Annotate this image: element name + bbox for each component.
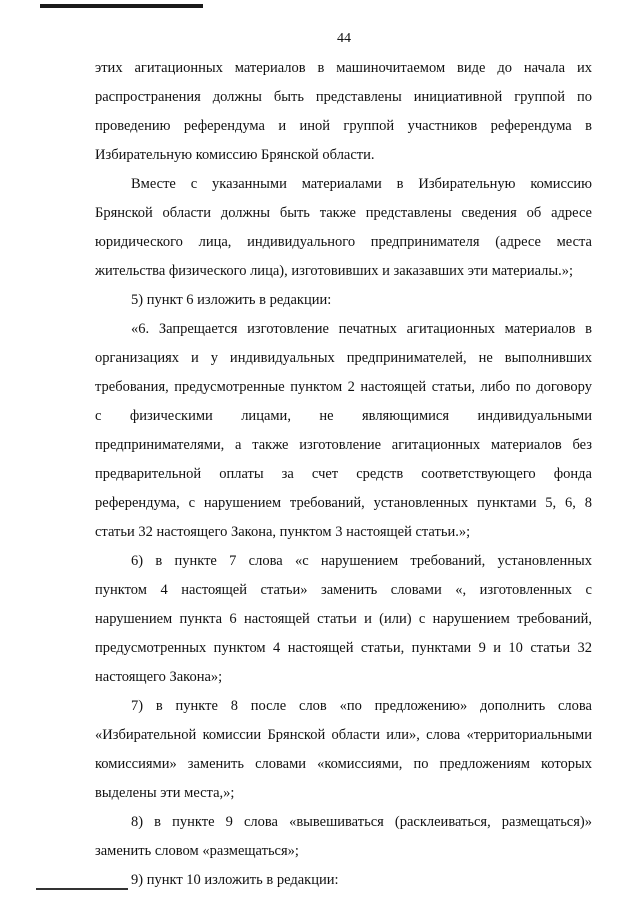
- paragraph-2: [95, 170, 592, 286]
- text-line: референдума, с нарушением требований, установленных пунктами 5, 6, 8: [95, 495, 592, 511]
- text-line: требования, предусмотренные пунктом 2 настоящей статьи, либо по договору: [95, 379, 592, 395]
- text-line: 5) пункт 6 изложить в редакции:: [131, 292, 332, 308]
- text-line: предпринимателями, а также изготовление агитационных материалов без: [95, 437, 592, 453]
- text-line: статьи 32 настоящего Закона, пунктом 3 настоящей статьи.»;: [95, 524, 471, 540]
- text-line: предусмотренных пунктом 4 настоящей статьи, пунктами 9 и 10 статьи 32: [95, 640, 592, 656]
- text-line: проведению референдума и иной группой участников референдума в: [95, 118, 592, 134]
- paragraph-3: [95, 286, 592, 315]
- page-number: 44: [337, 31, 351, 46]
- text-line: Избирательную комиссию Брянской области.: [95, 147, 375, 163]
- text-line: нарушением пункта 6 настоящей статьи и (или) с нарушением требований,: [95, 611, 592, 627]
- paragraph-7: [95, 808, 592, 866]
- paragraph-4: [95, 315, 592, 547]
- text-line: юридического лица, индивидуального предпринимателя (адресе места: [95, 234, 592, 250]
- document-body: [95, 54, 592, 895]
- footnote-separator-line: [36, 888, 128, 890]
- text-line: «Избирательной комиссии Брянской области или», слова «территориальными: [95, 727, 592, 743]
- paragraph-8: [95, 866, 592, 895]
- text-line: комиссиями» заменить словами «комиссиями, по предложениям которых: [95, 756, 592, 772]
- text-line: организациях и у индивидуальных предпринимателей, не выполнивших: [95, 350, 592, 366]
- text-line: «6. Запрещается изготовление печатных агитационных материалов в: [131, 321, 592, 337]
- text-line: Вместе с указанными материалами в Избирательную комиссию: [131, 176, 592, 192]
- text-line: выделены эти места,»;: [95, 785, 235, 801]
- paragraph-6: [95, 692, 592, 808]
- scan-edge-mark-top: [40, 4, 203, 8]
- text-line: Брянской области должны быть также представлены сведения об адресе: [95, 205, 592, 221]
- text-line: пунктом 4 настоящей статьи» заменить словами «, изготовленных с: [95, 582, 592, 598]
- text-line: с физическими лицами, не являющимися индивидуальными: [95, 408, 592, 424]
- text-line: настоящего Закона»;: [95, 669, 223, 685]
- text-line: 9) пункт 10 изложить в редакции:: [131, 872, 339, 888]
- paragraph-1: [95, 54, 592, 170]
- text-line: жительства физического лица), изготовивших и заказавших эти материалы.»;: [95, 263, 574, 279]
- text-line: заменить словом «размещаться»;: [95, 843, 299, 859]
- text-line: этих агитационных материалов в машиночитаемом виде до начала их: [95, 60, 592, 76]
- text-line: распространения должны быть представлены инициативной группой по: [95, 89, 592, 105]
- text-line: предварительной оплаты за счет средств соответствующего фонда: [95, 466, 592, 482]
- text-line: 8) в пункте 9 слова «вывешиваться (расклеиваться, размещаться)»: [131, 814, 592, 830]
- paragraph-5: [95, 547, 592, 692]
- text-line: 6) в пункте 7 слова «с нарушением требований, установленных: [131, 553, 592, 569]
- text-line: 7) в пункте 8 после слов «по предложению» дополнить слова: [131, 698, 592, 714]
